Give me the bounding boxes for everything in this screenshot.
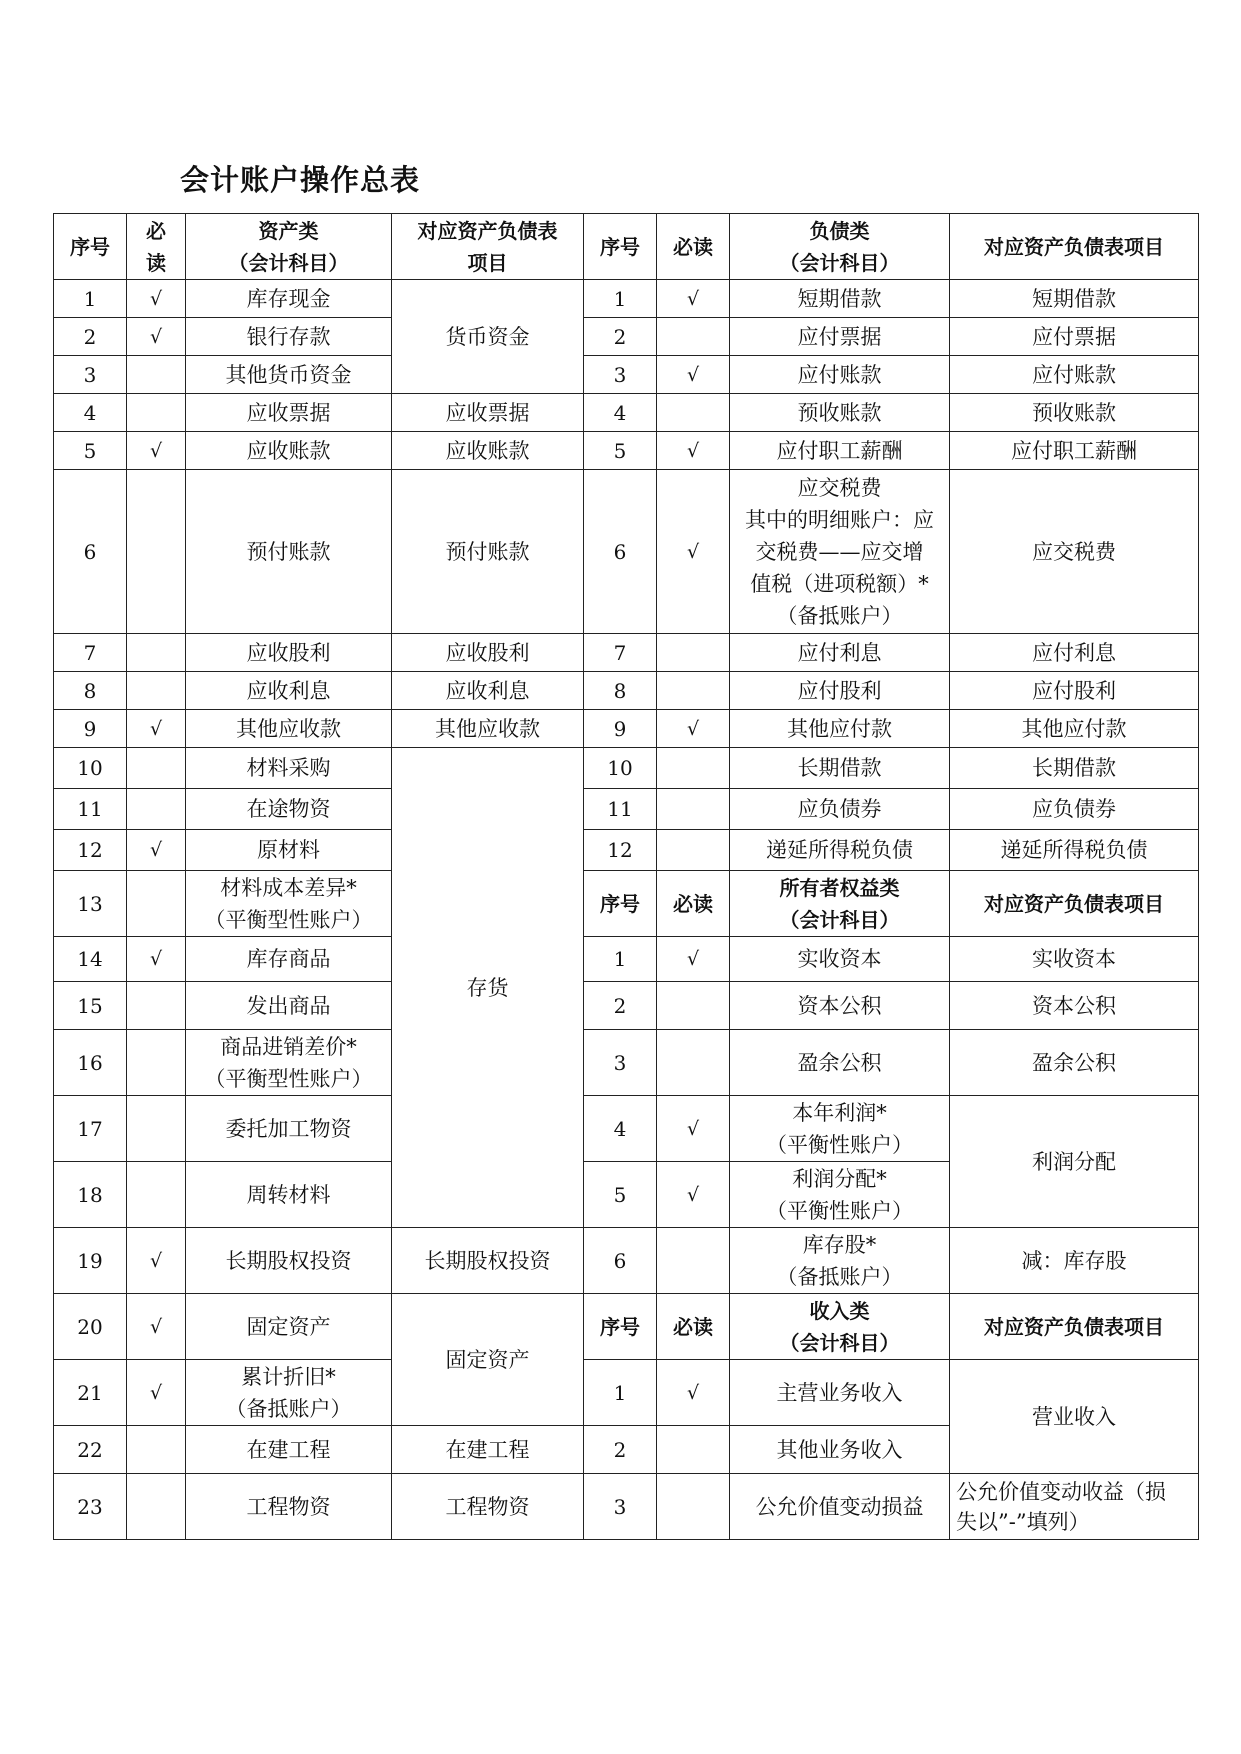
asset-must (127, 789, 186, 830)
asset-account: 原材料 (186, 830, 392, 871)
asset-account: 商品进销差价* （平衡型性账户） (186, 1030, 392, 1096)
liab-bs-item: 应付账款 (950, 356, 1199, 394)
table-row (54, 394, 1199, 432)
header-income-bs-item: 对应资产负债表项目 (950, 1294, 1199, 1360)
asset-bs-item: 存货 (392, 748, 584, 1228)
asset-must (127, 634, 186, 672)
table-row (54, 432, 1199, 470)
liab-bs-item: 长期借款 (950, 748, 1199, 789)
asset-no: 8 (54, 672, 127, 710)
page-title: 会计账户操作总表 (180, 163, 421, 197)
income-must (657, 1426, 730, 1474)
asset-must: √ (127, 432, 186, 470)
liab-no: 5 (584, 432, 657, 470)
asset-must: √ (127, 1228, 186, 1294)
asset-no: 19 (54, 1228, 127, 1294)
table-row (54, 982, 1199, 1030)
asset-account: 材料采购 (186, 748, 392, 789)
asset-account: 委托加工物资 (186, 1096, 392, 1162)
asset-no: 1 (54, 280, 127, 318)
table-row (54, 789, 1199, 830)
asset-bs-item: 工程物资 (392, 1474, 584, 1540)
equity-must (657, 1228, 730, 1294)
header-must: 必 读 (127, 214, 186, 280)
asset-account: 长期股权投资 (186, 1228, 392, 1294)
asset-account: 在途物资 (186, 789, 392, 830)
liab-account: 应付账款 (730, 356, 950, 394)
equity-account: 库存股* （备抵账户） (730, 1228, 950, 1294)
liab-account: 应交税费 其中的明细账户：应 交税费——应交增 值税（进项税额）* （备抵账户） (730, 470, 950, 634)
asset-account: 在建工程 (186, 1426, 392, 1474)
asset-account: 发出商品 (186, 982, 392, 1030)
liab-account: 预收账款 (730, 394, 950, 432)
asset-must: √ (127, 710, 186, 748)
asset-must: √ (127, 318, 186, 356)
table-row (54, 1228, 1199, 1294)
table-row (54, 280, 1199, 318)
asset-account: 库存现金 (186, 280, 392, 318)
table-row (54, 871, 1199, 937)
liab-account: 其他应付款 (730, 710, 950, 748)
asset-bs-item: 在建工程 (392, 1426, 584, 1474)
asset-must (127, 356, 186, 394)
asset-must (127, 1030, 186, 1096)
asset-account: 应收利息 (186, 672, 392, 710)
table-row (54, 1474, 1199, 1540)
liab-no: 8 (584, 672, 657, 710)
liab-must: √ (657, 356, 730, 394)
asset-bs-item: 应收票据 (392, 394, 584, 432)
equity-bs-item: 盈余公积 (950, 1030, 1199, 1096)
liab-must (657, 394, 730, 432)
asset-no: 6 (54, 470, 127, 634)
asset-account: 固定资产 (186, 1294, 392, 1360)
liab-must: √ (657, 470, 730, 634)
liab-bs-item: 应交税费 (950, 470, 1199, 634)
liab-account: 应负债券 (730, 789, 950, 830)
liab-bs-item: 应付股利 (950, 672, 1199, 710)
asset-must (127, 394, 186, 432)
asset-must (127, 672, 186, 710)
asset-must (127, 1474, 186, 1540)
asset-no: 7 (54, 634, 127, 672)
equity-no: 5 (584, 1162, 657, 1228)
asset-account: 周转材料 (186, 1162, 392, 1228)
asset-must (127, 871, 186, 937)
liab-account: 应付股利 (730, 672, 950, 710)
asset-must: √ (127, 1360, 186, 1426)
asset-no: 20 (54, 1294, 127, 1360)
equity-must: √ (657, 1162, 730, 1228)
table-row (54, 1360, 1199, 1426)
asset-no: 17 (54, 1096, 127, 1162)
header-liab-must: 必读 (657, 214, 730, 280)
asset-account: 其他货币资金 (186, 356, 392, 394)
table-row (54, 634, 1199, 672)
header-equity-bs-item: 对应资产负债表项目 (950, 871, 1199, 937)
liab-must (657, 634, 730, 672)
asset-no: 5 (54, 432, 127, 470)
equity-no: 6 (584, 1228, 657, 1294)
table-row (54, 1096, 1199, 1162)
asset-bs-item: 应收账款 (392, 432, 584, 470)
liab-no: 7 (584, 634, 657, 672)
header-assets: 资产类 （会计科目） (186, 214, 392, 280)
income-account: 其他业务收入 (730, 1426, 950, 1474)
asset-account: 库存商品 (186, 937, 392, 982)
header-equity-must: 必读 (657, 871, 730, 937)
table-row (54, 318, 1199, 356)
asset-no: 11 (54, 789, 127, 830)
header-asset-bs-item: 对应资产负债表 项目 (392, 214, 584, 280)
liab-must (657, 672, 730, 710)
equity-must: √ (657, 937, 730, 982)
equity-account: 盈余公积 (730, 1030, 950, 1096)
asset-must: √ (127, 1294, 186, 1360)
asset-account: 银行存款 (186, 318, 392, 356)
asset-account: 工程物资 (186, 1474, 392, 1540)
asset-no: 10 (54, 748, 127, 789)
header-row (54, 214, 1199, 280)
asset-must: √ (127, 937, 186, 982)
asset-must (127, 982, 186, 1030)
table-row (54, 470, 1199, 634)
asset-no: 14 (54, 937, 127, 982)
liab-no: 4 (584, 394, 657, 432)
equity-bs-item: 减：库存股 (950, 1228, 1199, 1294)
asset-bs-item: 长期股权投资 (392, 1228, 584, 1294)
header-equity: 所有者权益类 （会计科目） (730, 871, 950, 937)
asset-no: 4 (54, 394, 127, 432)
income-no: 3 (584, 1474, 657, 1540)
asset-no: 13 (54, 871, 127, 937)
liab-must (657, 789, 730, 830)
asset-bs-item: 固定资产 (392, 1294, 584, 1426)
income-no: 1 (584, 1360, 657, 1426)
liab-must: √ (657, 432, 730, 470)
header-income-must: 必读 (657, 1294, 730, 1360)
liab-account: 应付职工薪酬 (730, 432, 950, 470)
asset-account: 其他应收款 (186, 710, 392, 748)
asset-account: 应收账款 (186, 432, 392, 470)
asset-no: 23 (54, 1474, 127, 1540)
liab-account: 长期借款 (730, 748, 950, 789)
liab-account: 应付利息 (730, 634, 950, 672)
liab-must: √ (657, 280, 730, 318)
equity-account: 资本公积 (730, 982, 950, 1030)
liab-account: 应付票据 (730, 318, 950, 356)
liab-must: √ (657, 710, 730, 748)
income-no: 2 (584, 1426, 657, 1474)
liab-bs-item: 递延所得税负债 (950, 830, 1199, 871)
liab-no: 3 (584, 356, 657, 394)
asset-no: 15 (54, 982, 127, 1030)
table-row (54, 1294, 1199, 1360)
asset-no: 21 (54, 1360, 127, 1426)
liab-must (657, 830, 730, 871)
asset-account: 材料成本差异* （平衡型性账户） (186, 871, 392, 937)
asset-must (127, 1096, 186, 1162)
equity-no: 4 (584, 1096, 657, 1162)
income-bs-item: 营业收入 (950, 1360, 1199, 1474)
equity-bs-item: 利润分配 (950, 1096, 1199, 1228)
asset-no: 12 (54, 830, 127, 871)
liab-no: 6 (584, 470, 657, 634)
header-seq: 序号 (54, 214, 127, 280)
table-row (54, 748, 1199, 789)
liab-bs-item: 应付利息 (950, 634, 1199, 672)
income-must: √ (657, 1360, 730, 1426)
equity-must: √ (657, 1096, 730, 1162)
table-row (54, 1030, 1199, 1096)
equity-account: 实收资本 (730, 937, 950, 982)
asset-must (127, 748, 186, 789)
asset-account: 应收股利 (186, 634, 392, 672)
asset-bs-item: 预付账款 (392, 470, 584, 634)
income-must (657, 1474, 730, 1540)
table-row (54, 830, 1199, 871)
header-liab-bs-item: 对应资产负债表项目 (950, 214, 1199, 280)
asset-no: 18 (54, 1162, 127, 1228)
table-row (54, 937, 1199, 982)
liab-bs-item: 应付职工薪酬 (950, 432, 1199, 470)
asset-no: 16 (54, 1030, 127, 1096)
liab-bs-item: 其他应付款 (950, 710, 1199, 748)
asset-must (127, 1426, 186, 1474)
liab-account: 递延所得税负债 (730, 830, 950, 871)
asset-no: 22 (54, 1426, 127, 1474)
equity-no: 3 (584, 1030, 657, 1096)
table-row (54, 356, 1199, 394)
header-liab-seq: 序号 (584, 214, 657, 280)
asset-no: 3 (54, 356, 127, 394)
asset-account: 预付账款 (186, 470, 392, 634)
income-account: 公允价值变动损益 (730, 1474, 950, 1540)
asset-no: 9 (54, 710, 127, 748)
header-income-seq: 序号 (584, 1294, 657, 1360)
liab-bs-item: 预收账款 (950, 394, 1199, 432)
asset-bs-item: 应收利息 (392, 672, 584, 710)
header-liabilities: 负债类 （会计科目） (730, 214, 950, 280)
liab-no: 10 (584, 748, 657, 789)
liab-bs-item: 应负债券 (950, 789, 1199, 830)
asset-bs-item: 应收股利 (392, 634, 584, 672)
header-equity-seq: 序号 (584, 871, 657, 937)
equity-no: 2 (584, 982, 657, 1030)
asset-account: 累计折旧* （备抵账户） (186, 1360, 392, 1426)
account-table (53, 213, 1199, 1540)
equity-account: 本年利润* （平衡性账户） (730, 1096, 950, 1162)
asset-must: √ (127, 280, 186, 318)
liab-no: 11 (584, 789, 657, 830)
liab-no: 9 (584, 710, 657, 748)
liab-account: 短期借款 (730, 280, 950, 318)
income-account: 主营业务收入 (730, 1360, 950, 1426)
asset-must (127, 1162, 186, 1228)
equity-bs-item: 资本公积 (950, 982, 1199, 1030)
header-income: 收入类 （会计科目） (730, 1294, 950, 1360)
liab-no: 12 (584, 830, 657, 871)
asset-must (127, 470, 186, 634)
asset-bs-item: 其他应收款 (392, 710, 584, 748)
liab-bs-item: 短期借款 (950, 280, 1199, 318)
liab-must (657, 318, 730, 356)
income-bs-item: 公允价值变动收益（损 失以”-”填列） (950, 1474, 1199, 1540)
liab-bs-item: 应付票据 (950, 318, 1199, 356)
asset-bs-item: 货币资金 (392, 280, 584, 394)
liab-must (657, 748, 730, 789)
equity-must (657, 1030, 730, 1096)
asset-must: √ (127, 830, 186, 871)
liab-no: 1 (584, 280, 657, 318)
asset-no: 2 (54, 318, 127, 356)
equity-bs-item: 实收资本 (950, 937, 1199, 982)
equity-account: 利润分配* （平衡性账户） (730, 1162, 950, 1228)
equity-no: 1 (584, 937, 657, 982)
table-row (54, 672, 1199, 710)
asset-account: 应收票据 (186, 394, 392, 432)
table-row (54, 710, 1199, 748)
liab-no: 2 (584, 318, 657, 356)
equity-must (657, 982, 730, 1030)
